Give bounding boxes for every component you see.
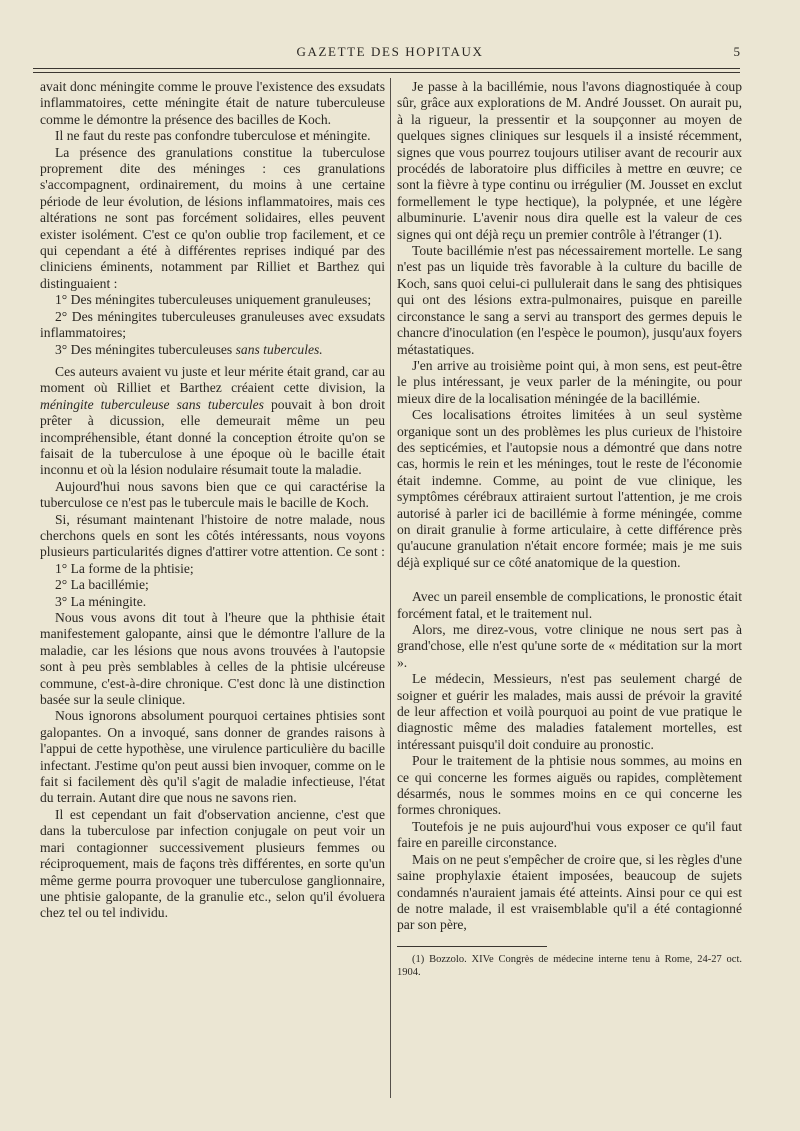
paragraph: Je passe à la bacillémie, nous l'avons diagnostiquée à coup sûr, grâce aux explorations de M. André Jousset. On aurait pu, à la rigueur, la pressentir et la soupçonner au moyen de quelques signes cliniques sur lesquels il a insisté récemment, signes que vous pourrez toujours utiliser avant de recourir aux procédés de laboratoire plus difficiles à mettre en œuvre; ce sont la fièvre à type continu ou irrégulier (M. Jousset en exclut formellement le type hectique), la polypnée, et une légère albuminurie. L'avenir nous dira quelle est la valeur de ces signes qui ont déjà reçu un premier contrôle à l'étranger (1). bbox=[397, 79, 742, 242]
paragraph: Toutefois je ne puis aujourd'hui vous exposer ce qu'il faut faire en pareille circonstance. bbox=[397, 818, 742, 851]
list-item-text: 3° Des méningites tuberculeuses bbox=[55, 341, 236, 357]
header-rule-thick bbox=[33, 68, 740, 69]
paragraph: Nous vous avons dit tout à l'heure que la phthisie était manifestement galopante, ainsi que le démontre l'allure de la maladie, car les lésions que nous avons trouvées à l'autopsie sont à peu près semblables à celles de la phtisie ulcéreuse commune, c'est-à-dire chronique. C'est donc là une distinction basée sur la seule clinique. bbox=[40, 610, 385, 708]
paragraph: La présence des granulations constitue la tuberculose proprement dite des méninges : ces granulations s'accompagnent, ordinairement, du moins à une certaine période de leur évolution, de lésions inflammatoires, mais ces altérations ne sont pas forcément solidaires, elles peuvent exister isolément. C'est ce qu'on oublie trop facilement, et ce qui cependant a été à différentes reprises indiqué par des cliniciens éminents, notamment par Rilliet et Barthez qui distinguaient : bbox=[40, 144, 385, 291]
list-item: 1° La forme de la phtisie; bbox=[55, 560, 194, 576]
paragraph: Le médecin, Messieurs, n'est pas seulement chargé de soigner et guérir les malades, mais aussi de prévoir la gravité de leur affection et voilà pourquoi au point de vue pratique le diagnostic même des maladies fatalement mortelles, est intéressant puisqu'il doit conduire au pronostic. bbox=[397, 671, 742, 752]
paragraph bbox=[40, 364, 385, 479]
paragraph: avait donc méningite comme le prouve l'existence des exsudats inflammatoires, cette méningite était de nature tuberculeuse comme le démontre la présence des bacilles de Koch. bbox=[40, 79, 385, 127]
list-item: 3° La méningite. bbox=[55, 593, 147, 609]
paragraph: Mais on ne peut s'empêcher de croire que, si les règles d'une saine prophylaxie étaient imposées, beaucoup de sujets condamnés n'auraient jamais été atteints. Ainsi pour ce qui est de notre malade, il est vraisemblable qu'il a été contagionné par son père, bbox=[397, 851, 742, 933]
italic-text: sans tubercules. bbox=[235, 341, 323, 357]
paragraph: Pour le traitement de la phtisie nous sommes, au moins en ce qui concerne les formes aiguës ou rapides, complètement désarmés, nous le sommes moins en ce qui concerne les formes chroniques. bbox=[397, 753, 742, 818]
paragraph: Avec un pareil ensemble de complications, le pronostic était forcément fatal, et le traitement nul. bbox=[397, 589, 742, 621]
page-header bbox=[40, 44, 740, 66]
paragraph-text: Ces auteurs avaient vu juste et leur mérite était grand, car au moment où Rilliet et Barthez créaient cette division, la bbox=[40, 363, 385, 396]
column-divider bbox=[390, 78, 391, 1098]
list-item: 1° Des méningites tuberculeuses uniquement granuleuses; bbox=[55, 292, 372, 308]
paragraph: Toute bacillémie n'est pas nécessairement mortelle. Le sang n'est pas un liquide très favorable à la culture du bacille de Koch, sans quoi celui-ci pullulerait dans le sang des phtisiques qui ont des lésions extra-pulmonaires, puisque en pareille circonstance le sang a servi au transport des germes depuis le chancre d'inoculation (en l'espèce le poumon), jusqu'aux foyers métastatiques. bbox=[397, 243, 742, 357]
journal-title: GAZETTE DES HOPITAUX bbox=[296, 44, 484, 59]
paragraph: Alors, me direz-vous, votre clinique ne nous sert pas à grand'chose, elle n'est qu'une sorte de « méditation sur la mort ». bbox=[397, 622, 742, 670]
paragraph-text: pouvait à bon droit prêter à dicussion, elle demeurait même un peu incompréhensible, étant donné la conception étroite qu'on se faisait de la tuberculose à une époque où le bacille était inconnu et où la lésion nodulaire résumait toute la maladie. bbox=[40, 396, 385, 478]
paragraph: Si, résumant maintenant l'histoire de notre malade, nous cherchons quels en sont les côtés intéressants, nous voyons plusieurs particularités dignes d'attirer votre attention. Ce sont : bbox=[40, 511, 385, 560]
paragraph: J'en arrive au troisième point qui, à mon sens, est peut-être le plus intéressant, je veux parler de la méningite, ou pour mieux dire de la localisation méningée de la bacillémie. bbox=[397, 357, 742, 406]
left-column bbox=[40, 79, 385, 922]
header-rule-thin bbox=[33, 72, 740, 73]
paragraph: Il ne faut du reste pas confondre tuberculose et méningite. bbox=[55, 128, 371, 144]
list-item: 2° La bacillémie; bbox=[55, 577, 149, 593]
paragraph: Aujourd'hui nous savons bien que ce qui caractérise la tuberculose ce n'est pas le tubercule mais le bacille de Koch. bbox=[40, 478, 385, 511]
paragraph: Ces localisations étroites limitées à un seul système organique sont un des problèmes les plus curieux de l'histoire des septicémies, et l'autopsie nous a démontré que dans notre cas, hormis le rein et les méninges, tout le reste de l'économie était indemne. Comme, au point de vue clinique, les symptômes cérébraux attiraient surtout l'attention, je me crois autorisé à parler ici de bacillémie à forme méningée, comme on dirait granulie à forme articulaire, à cette différence près qu'aucune granulation n'était encore formée; mais je me suis déjà expliqué sur ce côté anatomique de la question. bbox=[397, 407, 742, 570]
footnote: (1) Bozzolo. XIVe Congrès de médecine interne tenu à Rome, 24-27 oct. 1904. bbox=[397, 953, 742, 978]
italic-text: méningite tuberculeuse sans tubercules bbox=[40, 396, 264, 412]
list-item: 2° Des méningites tuberculeuses granuleuses avec exsudats inflammatoires; bbox=[40, 308, 385, 341]
paragraph: Il est cependant un fait d'observation ancienne, c'est que dans la tuberculose par infection conjugale on peut voir un mari contagionner successivement plusieurs femmes ou réciproquement, mais de façons très différentes, en sorte qu'un même germe pourra provoquer une tuberculose ganglionnaire, une phtisie galopante, de la granulie etc., selon qu'il évoluera chez tel ou tel individu. bbox=[40, 806, 385, 921]
right-column bbox=[397, 79, 742, 979]
footnote-rule bbox=[397, 946, 547, 947]
paragraph: Nous ignorons absolument pourquoi certaines phtisies sont galopantes. On a invoqué, sans donner de grandes raisons à l'appui de cette hypothèse, une virulence particulière du bacille infectant. J'estime qu'on peut aussi bien invoquer, comme on le fait si facilement dès qu'il s'agit de maladie infectieuse, l'état du terrain. Autant dire que nous ne savons rien. bbox=[40, 708, 385, 806]
list-item bbox=[40, 342, 385, 358]
page-number: 5 bbox=[733, 44, 740, 59]
